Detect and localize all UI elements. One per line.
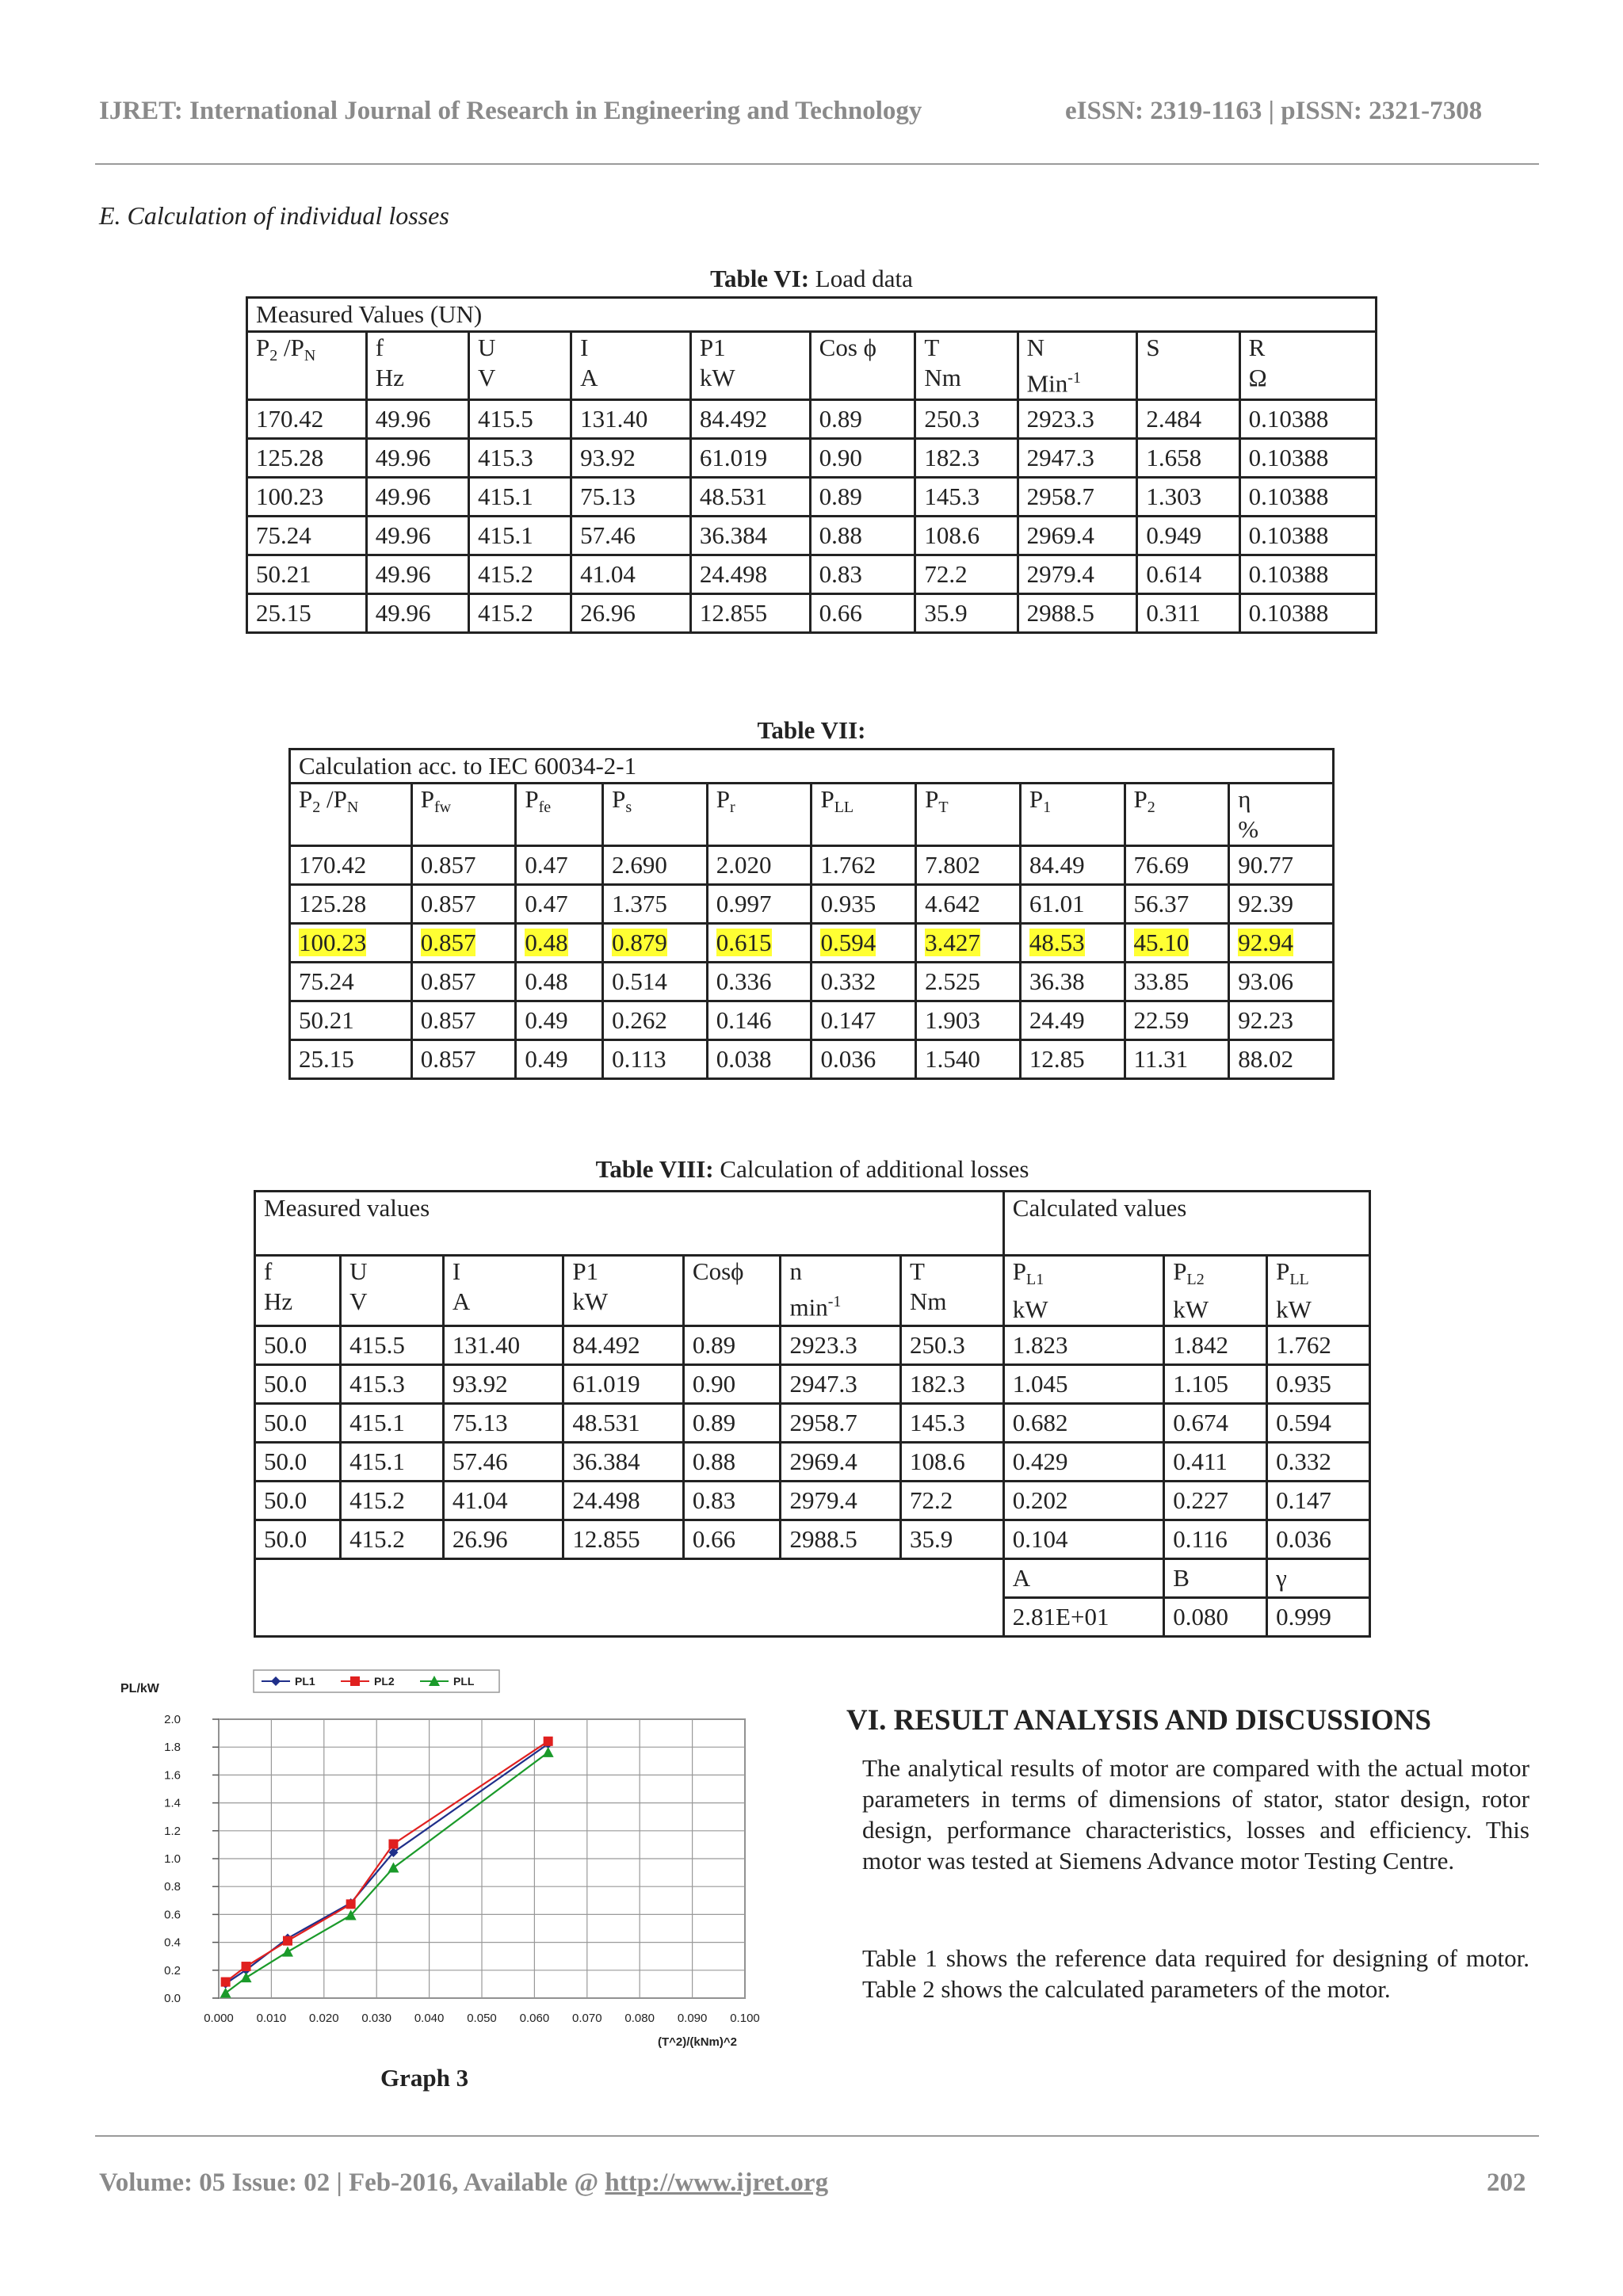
table7-cell: 0.857 bbox=[411, 924, 516, 963]
legend-marker bbox=[350, 1676, 360, 1686]
data-point-PL2 bbox=[346, 1899, 356, 1909]
table7-cell: 0.48 bbox=[516, 924, 603, 963]
paragraph-2: Table 1 shows the reference data required for designing of motor. Table 2 shows the calculated parameters of the motor. bbox=[862, 1944, 1529, 2003]
table6-row bbox=[247, 478, 1377, 517]
table6-cell: 182.3 bbox=[915, 439, 1018, 478]
journal-title: IJRET: International Journal of Research in Engineering and Technology bbox=[99, 97, 922, 125]
table6-group-header: Measured Values (UN) bbox=[247, 298, 1377, 332]
table8-cell: 1.105 bbox=[1164, 1365, 1267, 1404]
table8-cell: 0.036 bbox=[1267, 1520, 1370, 1559]
table7-cell: 36.38 bbox=[1020, 963, 1125, 1001]
table8-cell: 35.9 bbox=[900, 1520, 1003, 1559]
data-point-PL2 bbox=[242, 1962, 251, 1971]
table8-cell: 0.594 bbox=[1267, 1404, 1370, 1443]
table8-cell: 84.492 bbox=[563, 1326, 684, 1365]
table8-coef-value-row: 2.81E+01 0.080 0.999 bbox=[255, 1598, 1370, 1637]
table8-row bbox=[255, 1520, 1370, 1559]
table7 bbox=[288, 748, 1335, 1080]
y-tick-label: 1.6 bbox=[164, 1768, 181, 1783]
footer-rule bbox=[95, 2135, 1539, 2137]
table6-cell: 49.96 bbox=[366, 478, 468, 517]
table7-cell: 92.39 bbox=[1229, 885, 1334, 924]
table7-cell: 7.802 bbox=[916, 846, 1021, 885]
table7-cell: 1.540 bbox=[916, 1040, 1021, 1079]
table6-cell: 131.40 bbox=[571, 400, 691, 439]
table6-cell: 2947.3 bbox=[1018, 439, 1137, 478]
x-tick-label: 0.070 bbox=[572, 2012, 602, 2025]
table6-cell: 2969.4 bbox=[1018, 517, 1137, 555]
table7-cell: 76.69 bbox=[1125, 846, 1229, 885]
table8-cell: 2979.4 bbox=[781, 1482, 901, 1520]
table6-cell: 93.92 bbox=[571, 439, 691, 478]
footer-link[interactable]: http://www.ijret.org bbox=[605, 2168, 829, 2197]
table7-cell: 1.903 bbox=[916, 1001, 1021, 1040]
y-axis-label: PL/kW bbox=[120, 1682, 159, 1695]
table6-cell: 49.96 bbox=[366, 439, 468, 478]
table7-cell: 0.857 bbox=[411, 963, 516, 1001]
table7-cell: 0.857 bbox=[411, 885, 516, 924]
table8-cell: 2988.5 bbox=[781, 1520, 901, 1559]
x-tick-label: 0.060 bbox=[519, 2012, 550, 2025]
table8-cell: 0.147 bbox=[1267, 1482, 1370, 1520]
table7-cell: 0.113 bbox=[603, 1040, 708, 1079]
table8-cell: 0.227 bbox=[1164, 1482, 1267, 1520]
table6-cell: 24.498 bbox=[690, 555, 810, 594]
table8-cell: 1.842 bbox=[1164, 1326, 1267, 1365]
table6-header-row: $P_2$ $/P_N$ f Hz U V I A P1 kW Cos ϕ T Nm N Min$^{-1}$ S R Ω bbox=[247, 332, 1377, 400]
table6-cell: 49.96 bbox=[366, 517, 468, 555]
table7-row bbox=[290, 924, 1334, 963]
table7-row bbox=[290, 885, 1334, 924]
table8-cell: 2958.7 bbox=[781, 1404, 901, 1443]
table8-cell: 415.3 bbox=[341, 1365, 444, 1404]
table6-row bbox=[247, 400, 1377, 439]
table8-cell: 1.045 bbox=[1003, 1365, 1163, 1404]
table8-cell: 0.90 bbox=[683, 1365, 781, 1404]
table8-cell: 415.5 bbox=[341, 1326, 444, 1365]
legend-label: PL1 bbox=[295, 1675, 315, 1688]
y-tick-label: 0.4 bbox=[164, 1936, 181, 1950]
table8-cell: 108.6 bbox=[900, 1443, 1003, 1482]
table6-cell: 0.10388 bbox=[1239, 478, 1376, 517]
table7-cell: 0.038 bbox=[707, 1040, 812, 1079]
table8-cell: 50.0 bbox=[255, 1520, 341, 1559]
table8-measured-header: Measured values bbox=[255, 1192, 1004, 1256]
table6-cell: 0.10388 bbox=[1239, 439, 1376, 478]
table6-cell: 26.96 bbox=[571, 594, 691, 633]
table6-cell: 415.2 bbox=[468, 555, 571, 594]
table6-cell: 75.13 bbox=[571, 478, 691, 517]
table6-cell: 0.88 bbox=[810, 517, 915, 555]
table6-cell: 0.949 bbox=[1137, 517, 1239, 555]
table7-cell: 125.28 bbox=[290, 885, 412, 924]
table7-cell: 2.525 bbox=[916, 963, 1021, 1001]
table8-header-row: f Hz U V I A P1 kW Cosϕ n $\min^{-1}$ T Nm $P_{L1}$ kW $P_{L2}$ kW $P_{LL}$ kW bbox=[255, 1256, 1370, 1326]
table6-cell: 2979.4 bbox=[1018, 555, 1137, 594]
table6-cell: 72.2 bbox=[915, 555, 1018, 594]
table7-cell: 50.21 bbox=[290, 1001, 412, 1040]
table7-cell: 22.59 bbox=[1125, 1001, 1229, 1040]
table8-caption: Table VIII: Calculation of additional losses bbox=[595, 1155, 1029, 1183]
legend-label: PLL bbox=[453, 1675, 475, 1688]
table7-row bbox=[290, 1001, 1334, 1040]
x-tick-label: 0.100 bbox=[730, 2012, 760, 2025]
table6-cell: 170.42 bbox=[247, 400, 367, 439]
table8-cell: 0.674 bbox=[1164, 1404, 1267, 1443]
table8-cell: 0.429 bbox=[1003, 1443, 1163, 1482]
table7-cell: 92.23 bbox=[1229, 1001, 1334, 1040]
x-tick-label: 0.000 bbox=[204, 2012, 234, 2025]
x-tick-label: 0.040 bbox=[414, 2012, 445, 2025]
table8-coef-label-row: A B γ bbox=[255, 1559, 1370, 1598]
table6-cell: 415.1 bbox=[468, 478, 571, 517]
x-tick-label: 0.090 bbox=[677, 2012, 708, 2025]
table8-cell: 415.2 bbox=[341, 1482, 444, 1520]
table7-cell: 93.06 bbox=[1229, 963, 1334, 1001]
paragraph-1: The analytical results of motor are compared with the actual motor parameters in terms of dimensions of stator, stator design, rotor design, performance characteristics, losses and efficiency. This motor was tested at Siemens Advance motor Testing Centre. bbox=[862, 1754, 1529, 1875]
table6-cell: 0.10388 bbox=[1239, 517, 1376, 555]
table7-cell: 0.336 bbox=[707, 963, 812, 1001]
table6-cell: 12.855 bbox=[690, 594, 810, 633]
table7-cell: 0.49 bbox=[516, 1040, 603, 1079]
table6-cell: 0.614 bbox=[1137, 555, 1239, 594]
table8-cell: 57.46 bbox=[443, 1443, 563, 1482]
data-point-PL2 bbox=[544, 1737, 553, 1746]
table8-row bbox=[255, 1326, 1370, 1365]
y-tick-label: 0.0 bbox=[164, 1992, 181, 2005]
table7-cell: 2.690 bbox=[603, 846, 708, 885]
data-point-PL2 bbox=[388, 1840, 398, 1849]
table7-cell: 170.42 bbox=[290, 846, 412, 885]
table8-cell: 415.1 bbox=[341, 1443, 444, 1482]
table8-cell: 50.0 bbox=[255, 1404, 341, 1443]
table7-cell: 0.594 bbox=[812, 924, 916, 963]
table7-header-row: $P_2$ $/P_N$ $P_{fw}$ $P_{fe}$ $P_s$ $P_r$ $P_{LL}$ $P_T$ $P_1$ $P_2$ η % bbox=[290, 784, 1334, 846]
table6-cell: 1.303 bbox=[1137, 478, 1239, 517]
table8-cell: 1.823 bbox=[1003, 1326, 1163, 1365]
section-vi-heading: VI. RESULT ANALYSIS AND DISCUSSIONS bbox=[846, 1704, 1431, 1737]
table8-cell: 61.019 bbox=[563, 1365, 684, 1404]
table6-cell: 2.484 bbox=[1137, 400, 1239, 439]
table6-cell: 0.10388 bbox=[1239, 555, 1376, 594]
y-tick-label: 1.4 bbox=[164, 1796, 181, 1810]
table7-cell: 0.857 bbox=[411, 846, 516, 885]
table6-cell: 0.311 bbox=[1137, 594, 1239, 633]
table7-cell: 0.935 bbox=[812, 885, 916, 924]
table7-row bbox=[290, 1040, 1334, 1079]
table8-cell: 0.116 bbox=[1164, 1520, 1267, 1559]
table8-cell: 0.411 bbox=[1164, 1443, 1267, 1482]
table7-cell: 0.857 bbox=[411, 1040, 516, 1079]
table6 bbox=[246, 296, 1377, 634]
table7-cell: 92.94 bbox=[1229, 924, 1334, 963]
table8-cell: 0.104 bbox=[1003, 1520, 1163, 1559]
table6-cell: 61.019 bbox=[690, 439, 810, 478]
page-number: 202 bbox=[1487, 2168, 1526, 2197]
header-rule bbox=[95, 163, 1539, 165]
data-point-PL2 bbox=[221, 1978, 231, 1987]
table8-cell: 0.89 bbox=[683, 1404, 781, 1443]
table8-cell: 415.2 bbox=[341, 1520, 444, 1559]
table8-calculated-header: Calculated values bbox=[1003, 1192, 1369, 1256]
table8-cell: 0.83 bbox=[683, 1482, 781, 1520]
table7-group-header: Calculation acc. to IEC 60034-2-1 bbox=[290, 749, 1334, 784]
table7-cell: 0.879 bbox=[603, 924, 708, 963]
table7-cell: 11.31 bbox=[1125, 1040, 1229, 1079]
table7-cell: 0.857 bbox=[411, 1001, 516, 1040]
table8-cell: 93.92 bbox=[443, 1365, 563, 1404]
table7-cell: 33.85 bbox=[1125, 963, 1229, 1001]
table8-row bbox=[255, 1404, 1370, 1443]
table8-cell: 182.3 bbox=[900, 1365, 1003, 1404]
table6-cell: 49.96 bbox=[366, 555, 468, 594]
table6-cell: 1.658 bbox=[1137, 439, 1239, 478]
table6-cell: 2958.7 bbox=[1018, 478, 1137, 517]
table8-cell: 48.531 bbox=[563, 1404, 684, 1443]
table6-cell: 0.89 bbox=[810, 478, 915, 517]
table7-cell: 1.762 bbox=[812, 846, 916, 885]
table8-cell: 0.202 bbox=[1003, 1482, 1163, 1520]
x-tick-label: 0.010 bbox=[256, 2012, 287, 2025]
table8-cell: 12.855 bbox=[563, 1520, 684, 1559]
table7-cell: 1.375 bbox=[603, 885, 708, 924]
data-point-PL2 bbox=[283, 1936, 292, 1946]
table6-cell: 35.9 bbox=[915, 594, 1018, 633]
table8-cell: 50.0 bbox=[255, 1326, 341, 1365]
table6-cell: 49.96 bbox=[366, 594, 468, 633]
table6-cell: 415.5 bbox=[468, 400, 571, 439]
table6-row bbox=[247, 555, 1377, 594]
table7-cell: 84.49 bbox=[1020, 846, 1125, 885]
table6-cell: 145.3 bbox=[915, 478, 1018, 517]
table6-cell: 100.23 bbox=[247, 478, 367, 517]
table7-cell: 100.23 bbox=[290, 924, 412, 963]
graph-caption: Graph 3 bbox=[380, 2064, 469, 2092]
table6-cell: 108.6 bbox=[915, 517, 1018, 555]
table8-cell: 0.682 bbox=[1003, 1404, 1163, 1443]
table8-cell: 50.0 bbox=[255, 1443, 341, 1482]
table7-cell: 0.146 bbox=[707, 1001, 812, 1040]
table7-cell: 61.01 bbox=[1020, 885, 1125, 924]
table6-cell: 0.10388 bbox=[1239, 594, 1376, 633]
y-tick-label: 2.0 bbox=[164, 1713, 181, 1726]
table7-caption: Table VII: bbox=[757, 716, 866, 744]
table7-cell: 0.49 bbox=[516, 1001, 603, 1040]
table7-cell: 2.020 bbox=[707, 846, 812, 885]
y-tick-label: 1.2 bbox=[164, 1824, 181, 1838]
table8-cell: 0.935 bbox=[1267, 1365, 1370, 1404]
table8-cell: 2923.3 bbox=[781, 1326, 901, 1365]
table7-cell: 0.147 bbox=[812, 1001, 916, 1040]
table6-cell: 125.28 bbox=[247, 439, 367, 478]
table7-cell: 4.642 bbox=[916, 885, 1021, 924]
x-tick-label: 0.080 bbox=[624, 2012, 655, 2025]
table7-row bbox=[290, 963, 1334, 1001]
legend-label: PL2 bbox=[374, 1675, 395, 1688]
table8-cell: 41.04 bbox=[443, 1482, 563, 1520]
table8-row bbox=[255, 1365, 1370, 1404]
table6-row bbox=[247, 517, 1377, 555]
table8-cell: 131.40 bbox=[443, 1326, 563, 1365]
table7-cell: 25.15 bbox=[290, 1040, 412, 1079]
table6-cell: 48.531 bbox=[690, 478, 810, 517]
table8-cell: 1.762 bbox=[1267, 1326, 1370, 1365]
table6-cell: 2988.5 bbox=[1018, 594, 1137, 633]
section-e-heading: E. Calculation of individual losses bbox=[99, 201, 449, 230]
table8-cell: 415.1 bbox=[341, 1404, 444, 1443]
table8-cell: 250.3 bbox=[900, 1326, 1003, 1365]
table8-cell: 24.498 bbox=[563, 1482, 684, 1520]
table6-cell: 250.3 bbox=[915, 400, 1018, 439]
table6-cell: 0.83 bbox=[810, 555, 915, 594]
table7-cell: 0.262 bbox=[603, 1001, 708, 1040]
table7-cell: 0.036 bbox=[812, 1040, 916, 1079]
x-tick-label: 0.030 bbox=[361, 2012, 391, 2025]
table6-cell: 49.96 bbox=[366, 400, 468, 439]
table6-cell: 57.46 bbox=[571, 517, 691, 555]
table7-cell: 3.427 bbox=[916, 924, 1021, 963]
table8-cell: 145.3 bbox=[900, 1404, 1003, 1443]
table6-cell: 0.90 bbox=[810, 439, 915, 478]
table6-cell: 2923.3 bbox=[1018, 400, 1137, 439]
table6-cell: 0.89 bbox=[810, 400, 915, 439]
table7-cell: 90.77 bbox=[1229, 846, 1334, 885]
table7-cell: 24.49 bbox=[1020, 1001, 1125, 1040]
table6-cell: 84.492 bbox=[690, 400, 810, 439]
table8 bbox=[254, 1190, 1371, 1638]
table7-cell: 0.48 bbox=[516, 963, 603, 1001]
table6-cell: 25.15 bbox=[247, 594, 367, 633]
table6-cell: 415.2 bbox=[468, 594, 571, 633]
table8-cell: 0.88 bbox=[683, 1443, 781, 1482]
table6-cell: 36.384 bbox=[690, 517, 810, 555]
table7-cell: 0.47 bbox=[516, 885, 603, 924]
table7-cell: 0.615 bbox=[707, 924, 812, 963]
table6-cell: 415.3 bbox=[468, 439, 571, 478]
table7-cell: 0.514 bbox=[603, 963, 708, 1001]
table6-cell: 0.10388 bbox=[1239, 400, 1376, 439]
table8-row bbox=[255, 1482, 1370, 1520]
table8-cell: 2969.4 bbox=[781, 1443, 901, 1482]
table8-cell: 2947.3 bbox=[781, 1365, 901, 1404]
table8-cell: 75.13 bbox=[443, 1404, 563, 1443]
table8-cell: 0.89 bbox=[683, 1326, 781, 1365]
y-tick-label: 1.8 bbox=[164, 1741, 181, 1755]
table8-cell: 50.0 bbox=[255, 1365, 341, 1404]
y-tick-label: 0.6 bbox=[164, 1908, 181, 1922]
table7-cell: 45.10 bbox=[1125, 924, 1229, 963]
table6-caption: Table VI: Load data bbox=[710, 265, 913, 292]
y-tick-label: 0.2 bbox=[164, 1963, 181, 1978]
table7-cell: 0.997 bbox=[707, 885, 812, 924]
table6-cell: 0.66 bbox=[810, 594, 915, 633]
losses-chart bbox=[111, 1664, 769, 2076]
table8-cell: 36.384 bbox=[563, 1443, 684, 1482]
table8-cell: 72.2 bbox=[900, 1482, 1003, 1520]
table8-cell: 26.96 bbox=[443, 1520, 563, 1559]
table6-cell: 415.1 bbox=[468, 517, 571, 555]
table6-row bbox=[247, 439, 1377, 478]
issn-text: eISSN: 2319-1163 | pISSN: 2321-7308 bbox=[1065, 97, 1483, 125]
y-tick-label: 1.0 bbox=[164, 1852, 181, 1866]
table7-row bbox=[290, 846, 1334, 885]
table7-cell: 75.24 bbox=[290, 963, 412, 1001]
table7-cell: 48.53 bbox=[1020, 924, 1125, 963]
x-tick-label: 0.020 bbox=[309, 2012, 339, 2025]
table8-cell: 50.0 bbox=[255, 1482, 341, 1520]
table6-cell: 41.04 bbox=[571, 555, 691, 594]
table7-cell: 88.02 bbox=[1229, 1040, 1334, 1079]
table7-cell: 12.85 bbox=[1020, 1040, 1125, 1079]
table6-row bbox=[247, 594, 1377, 633]
footer-text: Volume: 05 Issue: 02 | Feb-2016, Available @ http://www.ijret.org bbox=[99, 2168, 829, 2197]
x-tick-label: 0.050 bbox=[467, 2012, 497, 2025]
y-tick-label: 0.8 bbox=[164, 1880, 181, 1894]
table8-cell: 0.332 bbox=[1267, 1443, 1370, 1482]
x-axis-label: (T^2)/(kNm)^2 bbox=[657, 2035, 737, 2049]
table6-cell: 75.24 bbox=[247, 517, 367, 555]
table7-cell: 0.332 bbox=[812, 963, 916, 1001]
table7-cell: 0.47 bbox=[516, 846, 603, 885]
table8-cell: 0.66 bbox=[683, 1520, 781, 1559]
table6-cell: 50.21 bbox=[247, 555, 367, 594]
table7-cell: 56.37 bbox=[1125, 885, 1229, 924]
table8-row bbox=[255, 1443, 1370, 1482]
